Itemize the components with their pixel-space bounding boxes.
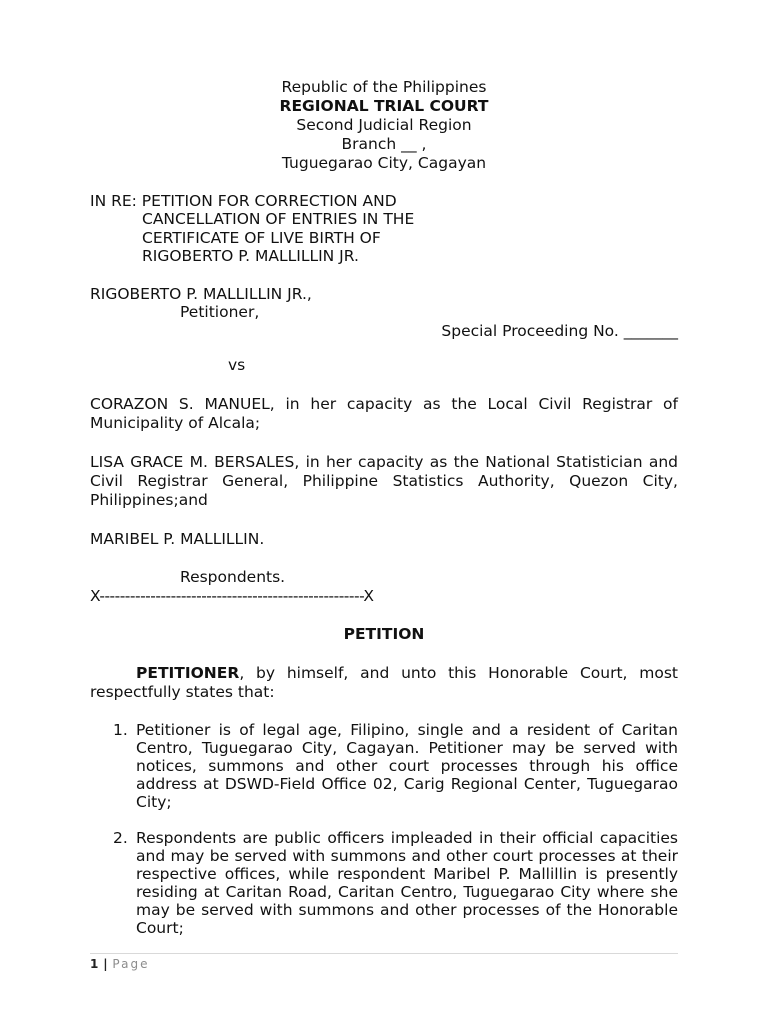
in-re-line-1: IN RE: PETITION FOR CORRECTION AND bbox=[90, 192, 397, 210]
respondent-1: CORAZON S. MANUEL, in her capacity as the Local Civil Registrar of Municipality of Alcala; bbox=[90, 395, 678, 432]
header-city: Tuguegarao City, Cagayan bbox=[281, 154, 487, 172]
respondent-3: MARIBEL P. MALLILLIN. bbox=[90, 530, 265, 548]
footer-rule bbox=[90, 953, 678, 954]
special-proceeding-number: Special Proceeding No. _______ bbox=[441, 322, 678, 340]
petition-intro bbox=[90, 664, 678, 702]
petitioner-name: RIGOBERTO P. MALLILLIN JR., bbox=[90, 285, 312, 303]
petition-title: PETITION bbox=[343, 625, 425, 643]
versus-label: vs bbox=[228, 356, 246, 374]
respondents-label: Respondents. bbox=[180, 568, 286, 586]
header-republic: Republic of the Philippines bbox=[281, 78, 487, 96]
respondent-2: LISA GRACE M. BERSALES, in her capacity as the National Statistician and Civil Registrar General, Philippine Statistics Authority, Quezon City, Philippines;and bbox=[90, 453, 678, 509]
footer-separator: | bbox=[103, 957, 109, 971]
page-footer bbox=[90, 957, 149, 971]
petition-intro-text: , by himself, and unto this Honorable Court, most respectfully states that: bbox=[90, 664, 678, 701]
header-court: REGIONAL TRIAL COURT bbox=[279, 97, 489, 115]
petition-intro-bold: PETITIONER bbox=[136, 664, 240, 682]
in-re-line-2: CANCELLATION OF ENTRIES IN THE bbox=[142, 210, 415, 228]
header-branch: Branch __ , bbox=[341, 135, 427, 153]
in-re-line-4: RIGOBERTO P. MALLILLIN JR. bbox=[142, 247, 359, 265]
page-number: 1 bbox=[90, 957, 99, 971]
allegation-text-2: Respondents are public officers impleaded in their official capacities and may be served with summons and other court processes at their respective offices, while respondent Maribel P. Mallillin is presently residing at Caritan Road, Caritan Centro, Tuguegarao City where she may be served with summons and other processes of the Honorable Court; bbox=[136, 829, 678, 937]
allegation-number-2: 2. bbox=[113, 829, 128, 847]
petitioner-label: Petitioner, bbox=[180, 303, 260, 321]
caption-divider: X----------------------------------------------------X bbox=[90, 587, 374, 605]
in-re-line-3: CERTIFICATE OF LIVE BIRTH OF bbox=[142, 229, 381, 247]
allegation-number-1: 1. bbox=[113, 721, 128, 739]
page-label: Page bbox=[112, 957, 150, 971]
header-region: Second Judicial Region bbox=[296, 116, 472, 134]
allegation-text-1: Petitioner is of legal age, Filipino, single and a resident of Caritan Centro, Tuguegarao City, Cagayan. Petitioner may be served with notices, summons and other court processes through his office address at DSWD-Field Office 02, Carig Regional Center, Tuguegarao City; bbox=[136, 721, 678, 811]
